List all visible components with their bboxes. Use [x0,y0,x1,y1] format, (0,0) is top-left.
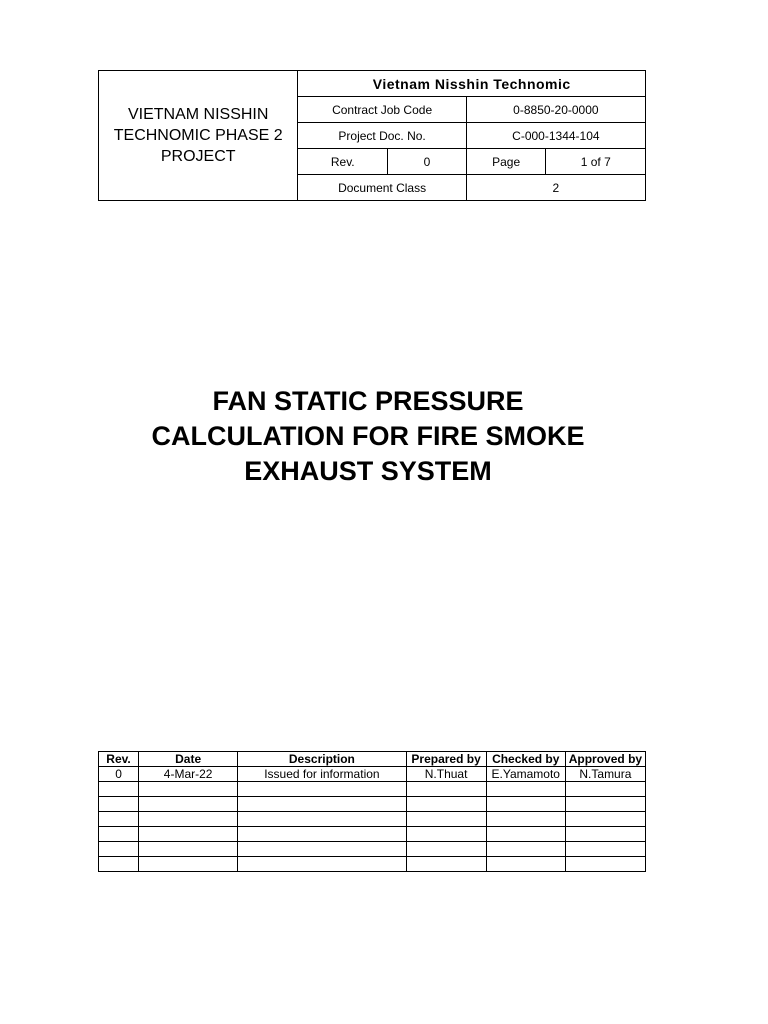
table-cell [406,857,486,872]
revision-table [98,751,646,872]
table-cell [565,782,645,797]
table-cell [139,797,238,812]
table-cell [238,797,406,812]
table-cell [99,782,139,797]
document-title-line: EXHAUST SYSTEM [244,456,492,486]
table-row [99,827,646,842]
table-cell [238,827,406,842]
page-value: 1 of 7 [546,149,646,175]
document-title [98,384,638,489]
column-header-prepared-by: Prepared by [406,752,486,767]
document-class-value: 2 [466,175,645,201]
table-cell [99,797,139,812]
project-name-line: VIETNAM NISSHIN [127,106,269,123]
rev-value: 0 [388,149,467,175]
table-cell [238,782,406,797]
column-header-checked-by: Checked by [486,752,565,767]
column-header-date: Date [139,752,238,767]
table-cell [565,797,645,812]
table-cell [565,827,645,842]
table-cell [406,797,486,812]
table-cell [238,812,406,827]
table-cell [99,842,139,857]
contract-job-code-label: Contract Job Code [298,97,466,123]
table-cell [565,857,645,872]
table-cell [565,812,645,827]
table-cell [486,797,565,812]
table-cell [238,857,406,872]
table-row [99,797,646,812]
page-label: Page [466,149,546,175]
table-cell [486,827,565,842]
contract-job-code-value: 0-8850-20-0000 [466,97,645,123]
document-title-line: CALCULATION FOR FIRE SMOKE [151,421,585,451]
table-cell [406,812,486,827]
table-row [99,782,646,797]
table-row [99,812,646,827]
document-header-table [98,70,646,201]
table-cell [486,812,565,827]
project-doc-no-value: C-000-1344-104 [466,123,645,149]
table-row [99,857,646,872]
table-cell [139,842,238,857]
project-doc-no-label: Project Doc. No. [298,123,466,149]
document-title-line: FAN STATIC PRESSURE [212,386,524,416]
table-cell [139,782,238,797]
column-header-rev: Rev. [99,752,139,767]
table-row [99,767,646,782]
column-header-description: Description [238,752,406,767]
table-row [99,842,646,857]
company-name: Vietnam Nisshin Technomic [298,71,646,97]
revision-header-row [99,752,646,767]
table-cell [99,857,139,872]
rev-label: Rev. [298,149,388,175]
table-cell [486,857,565,872]
table-cell [139,827,238,842]
project-name-line: PROJECT [160,148,236,165]
table-cell [486,842,565,857]
table-cell [406,842,486,857]
project-name-line: TECHNOMIC PHASE 2 [113,127,283,144]
table-cell: 0 [99,767,139,782]
table-cell [238,842,406,857]
table-cell: N.Thuat [406,767,486,782]
table-cell [486,782,565,797]
table-cell: E.Yamamoto [486,767,565,782]
table-cell: 4-Mar-22 [139,767,238,782]
table-cell [139,857,238,872]
document-class-label: Document Class [298,175,466,201]
table-cell: N.Tamura [565,767,645,782]
table-cell: Issued for information [238,767,406,782]
table-cell [406,782,486,797]
table-cell [99,812,139,827]
project-name-cell [99,71,298,201]
table-cell [406,827,486,842]
column-header-approved-by: Approved by [565,752,645,767]
table-cell [565,842,645,857]
table-cell [99,827,139,842]
table-cell [139,812,238,827]
